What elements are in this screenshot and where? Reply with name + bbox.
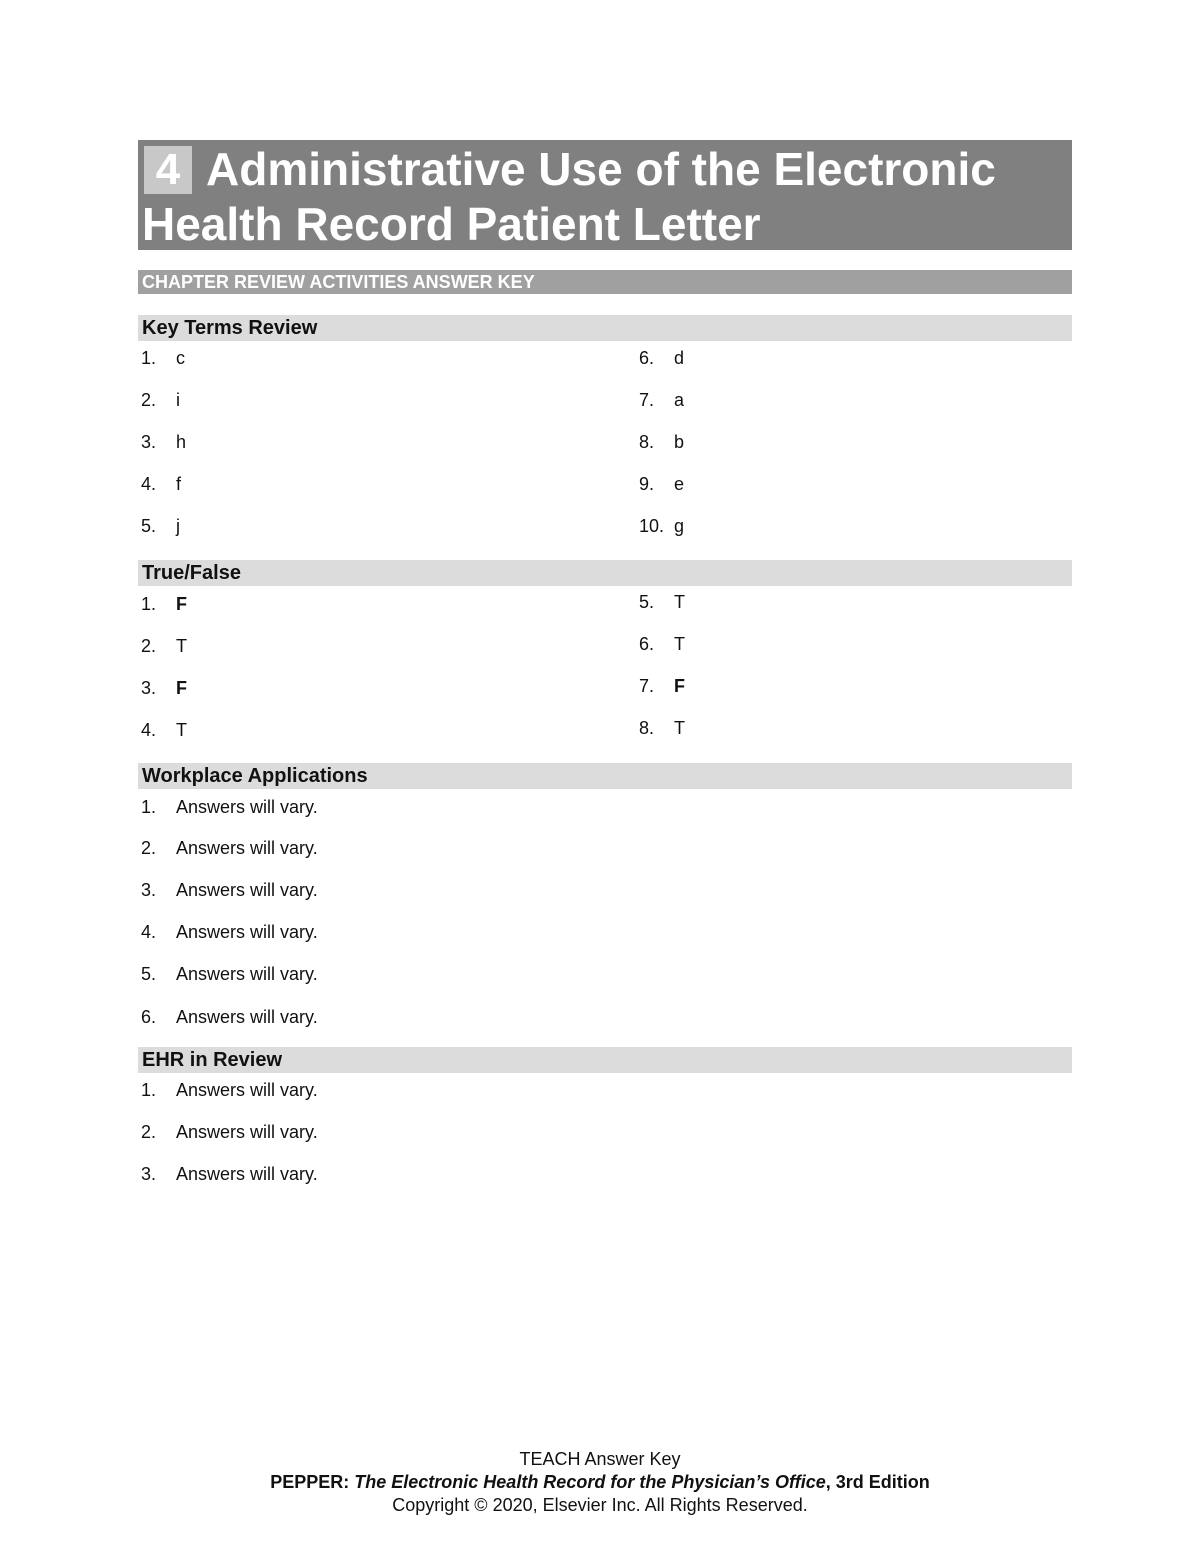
section-ehr-in-review bbox=[138, 1047, 1072, 1073]
list-item: 8. b bbox=[639, 432, 685, 452]
list-item: 5. j bbox=[141, 516, 180, 536]
list-item: 3. h bbox=[141, 432, 187, 452]
list-item: 1. Answers will vary. bbox=[141, 1080, 318, 1100]
list-item: 2. Answers will vary. bbox=[141, 1122, 318, 1142]
list-item: 1. Answers will vary. bbox=[141, 797, 318, 817]
footer-citation: PEPPER: The Electronic Health Record for the Physician’s Office, 3rd Edition bbox=[270, 1472, 930, 1492]
list-item: 1. F bbox=[141, 594, 187, 614]
section-workplace-applications bbox=[138, 763, 1072, 789]
section-key-terms bbox=[138, 315, 1072, 341]
list-item: 7. F bbox=[639, 676, 685, 696]
section-true-false bbox=[138, 560, 1072, 586]
section-title: Workplace Applications bbox=[142, 765, 368, 787]
chapter-banner bbox=[138, 140, 1072, 250]
chapter-number: 4 bbox=[144, 146, 192, 194]
list-item: 5. Answers will vary. bbox=[141, 964, 318, 984]
list-item: 1. c bbox=[141, 348, 185, 368]
list-item: 4. f bbox=[141, 474, 182, 494]
list-item: 3. F bbox=[141, 678, 187, 698]
section-title: EHR in Review bbox=[142, 1049, 283, 1071]
subtitle-bar bbox=[138, 270, 1072, 294]
list-item: 7. a bbox=[639, 390, 685, 410]
list-item: 4. Answers will vary. bbox=[141, 922, 318, 942]
list-item: 6. Answers will vary. bbox=[141, 1007, 318, 1027]
subtitle-text: CHAPTER REVIEW ACTIVITIES ANSWER KEY bbox=[142, 272, 535, 292]
page-footer bbox=[0, 1448, 1200, 1517]
list-item: 2. i bbox=[141, 390, 180, 410]
section-title: True/False bbox=[142, 562, 241, 584]
list-item: 2. Answers will vary. bbox=[141, 838, 318, 858]
list-item: 6. T bbox=[639, 634, 685, 654]
list-item: 5. T bbox=[639, 592, 685, 612]
section-title: Key Terms Review bbox=[142, 317, 318, 339]
chapter-title: Administrative Use of the Electronic Health Record Patient Letter bbox=[142, 143, 996, 250]
list-item: 2. T bbox=[141, 636, 187, 656]
list-item: 3. Answers will vary. bbox=[141, 1164, 318, 1184]
list-item: 10. g bbox=[639, 516, 685, 536]
list-item: 6. d bbox=[639, 348, 685, 368]
list-item: 8. T bbox=[639, 718, 685, 738]
list-item: 4. T bbox=[141, 720, 187, 740]
list-item: 9. e bbox=[639, 474, 685, 494]
list-item: 3. Answers will vary. bbox=[141, 880, 318, 900]
footer-book-title: The Electronic Health Record for the Physician’s Office bbox=[354, 1472, 826, 1492]
footer-label: TEACH Answer Key bbox=[519, 1449, 681, 1469]
footer-copyright: Copyright © 2020, Elsevier Inc. All Rights Reserved. bbox=[392, 1495, 808, 1515]
